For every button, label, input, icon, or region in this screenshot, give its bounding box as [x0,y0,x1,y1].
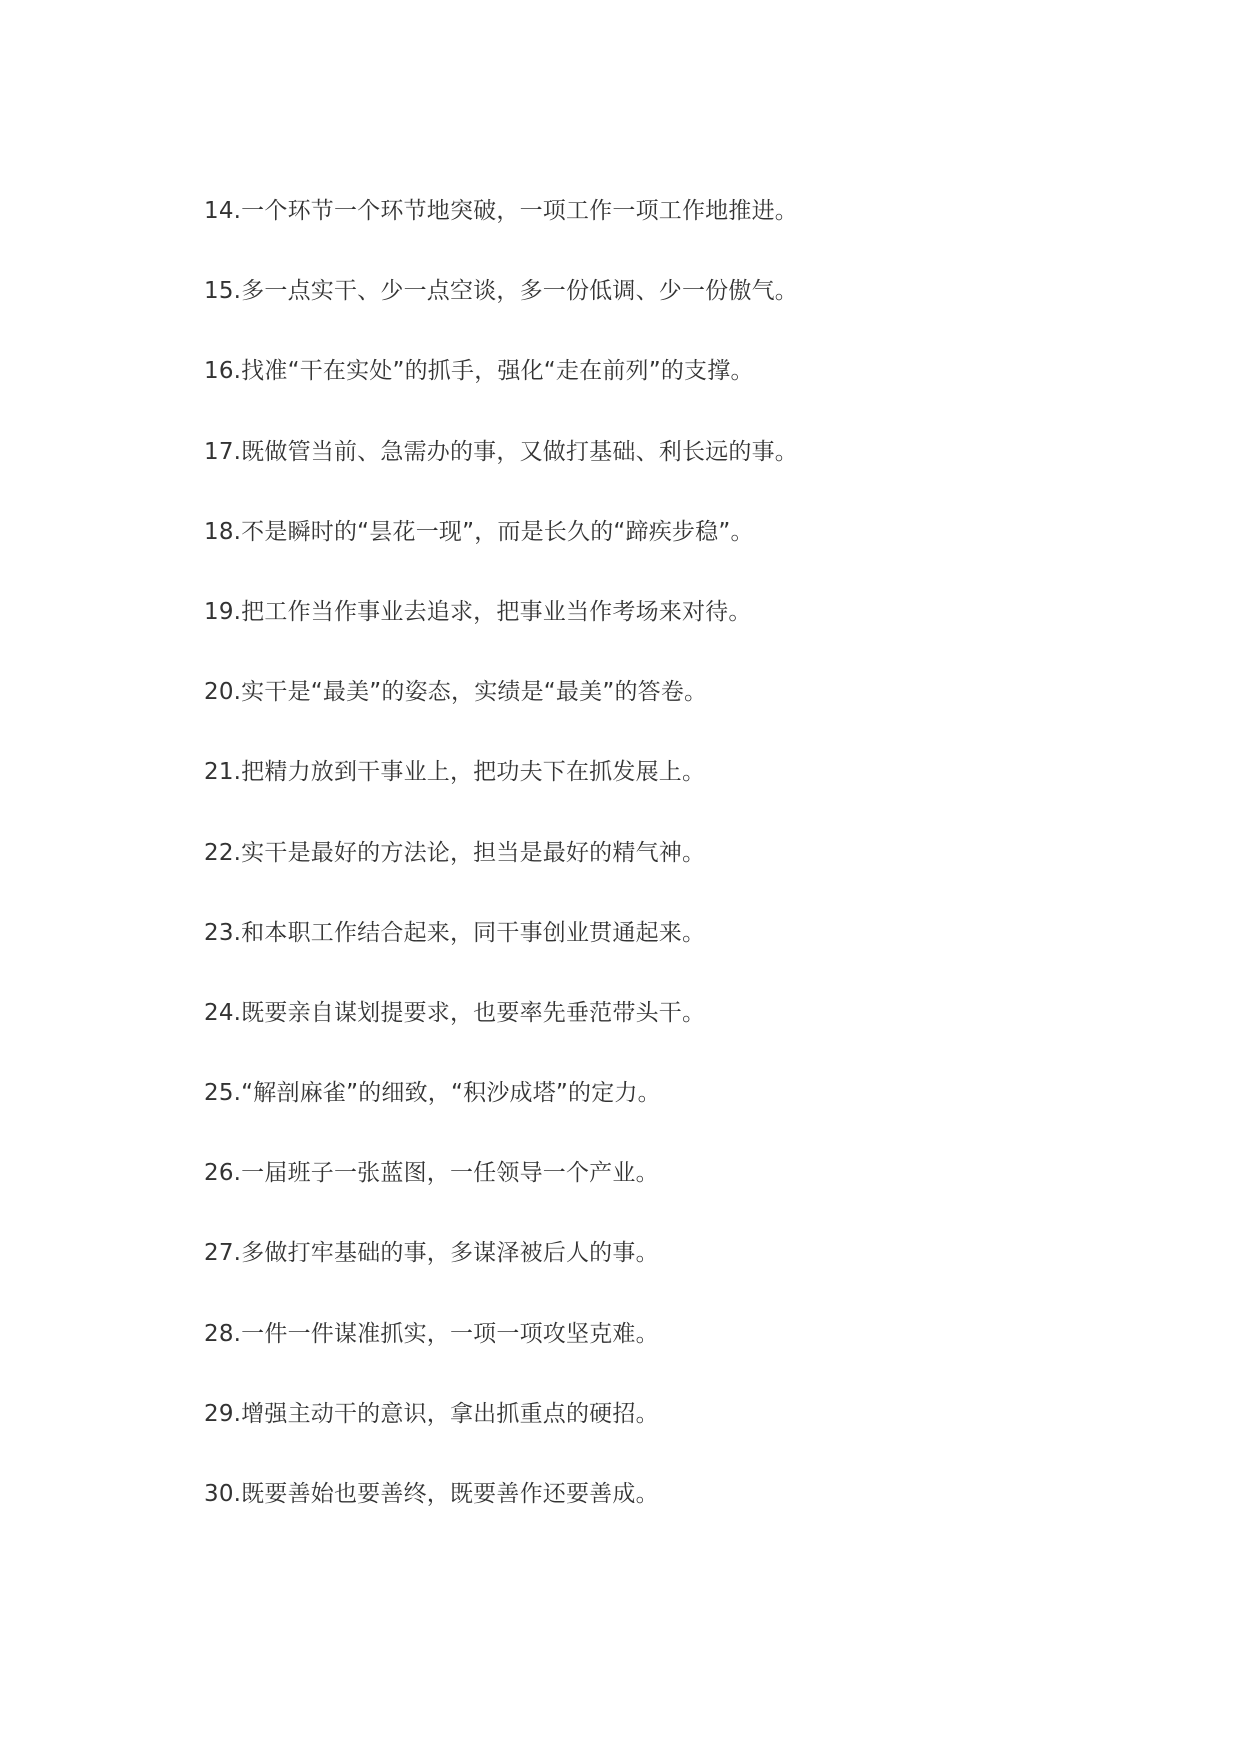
list-item: 19.把工作当作事业去追求，把事业当作考场来对待。 [204,598,752,625]
list-item: 21.把精力放到干事业上，把功夫下在抓发展上。 [204,759,706,786]
list-item: 30.既要善始也要善终，既要善作还要善成。 [204,1481,659,1507]
list-item: 29.增强主动干的意识，拿出抓重点的硬招。 [204,1400,659,1427]
list-item: 22.实干是最好的方法论，担当是最好的精气神。 [204,839,706,866]
list-item: 26.一届班子一张蓝图，一任领导一个产业。 [204,1160,659,1187]
list-item: 27.多做打牢基础的事，多谋泽被后人的事。 [204,1240,659,1267]
list-item: 20.实干是“最美”的姿态，实绩是“最美”的答卷。 [204,679,708,706]
list-item: 16.找准“干在实处”的抓手，强化“走在前列”的支撑。 [204,358,754,385]
list-item: 18.不是瞬时的“昙花一现”，而是长久的“蹄疾步稳”。 [204,518,754,545]
list-item: 24.既要亲自谋划提要求，也要率先垂范带头干。 [204,999,706,1026]
list-item: 28.一件一件谋准抓实，一项一项攻坚克难。 [204,1320,659,1347]
list-item: 17.既做管当前、急需办的事，又做打基础、利长远的事。 [204,438,798,465]
numbered-list [204,188,1104,1551]
list-item: 25.“解剖麻雀”的细致，“积沙成塔”的定力。 [204,1080,661,1107]
list-item: 14.一个环节一个环节地突破，一项工作一项工作地推进。 [204,198,798,224]
list-item: 23.和本职工作结合起来，同干事创业贯通起来。 [204,919,706,946]
list-item: 15.多一点实干、少一点空谈，多一份低调、少一份傲气。 [204,278,798,305]
